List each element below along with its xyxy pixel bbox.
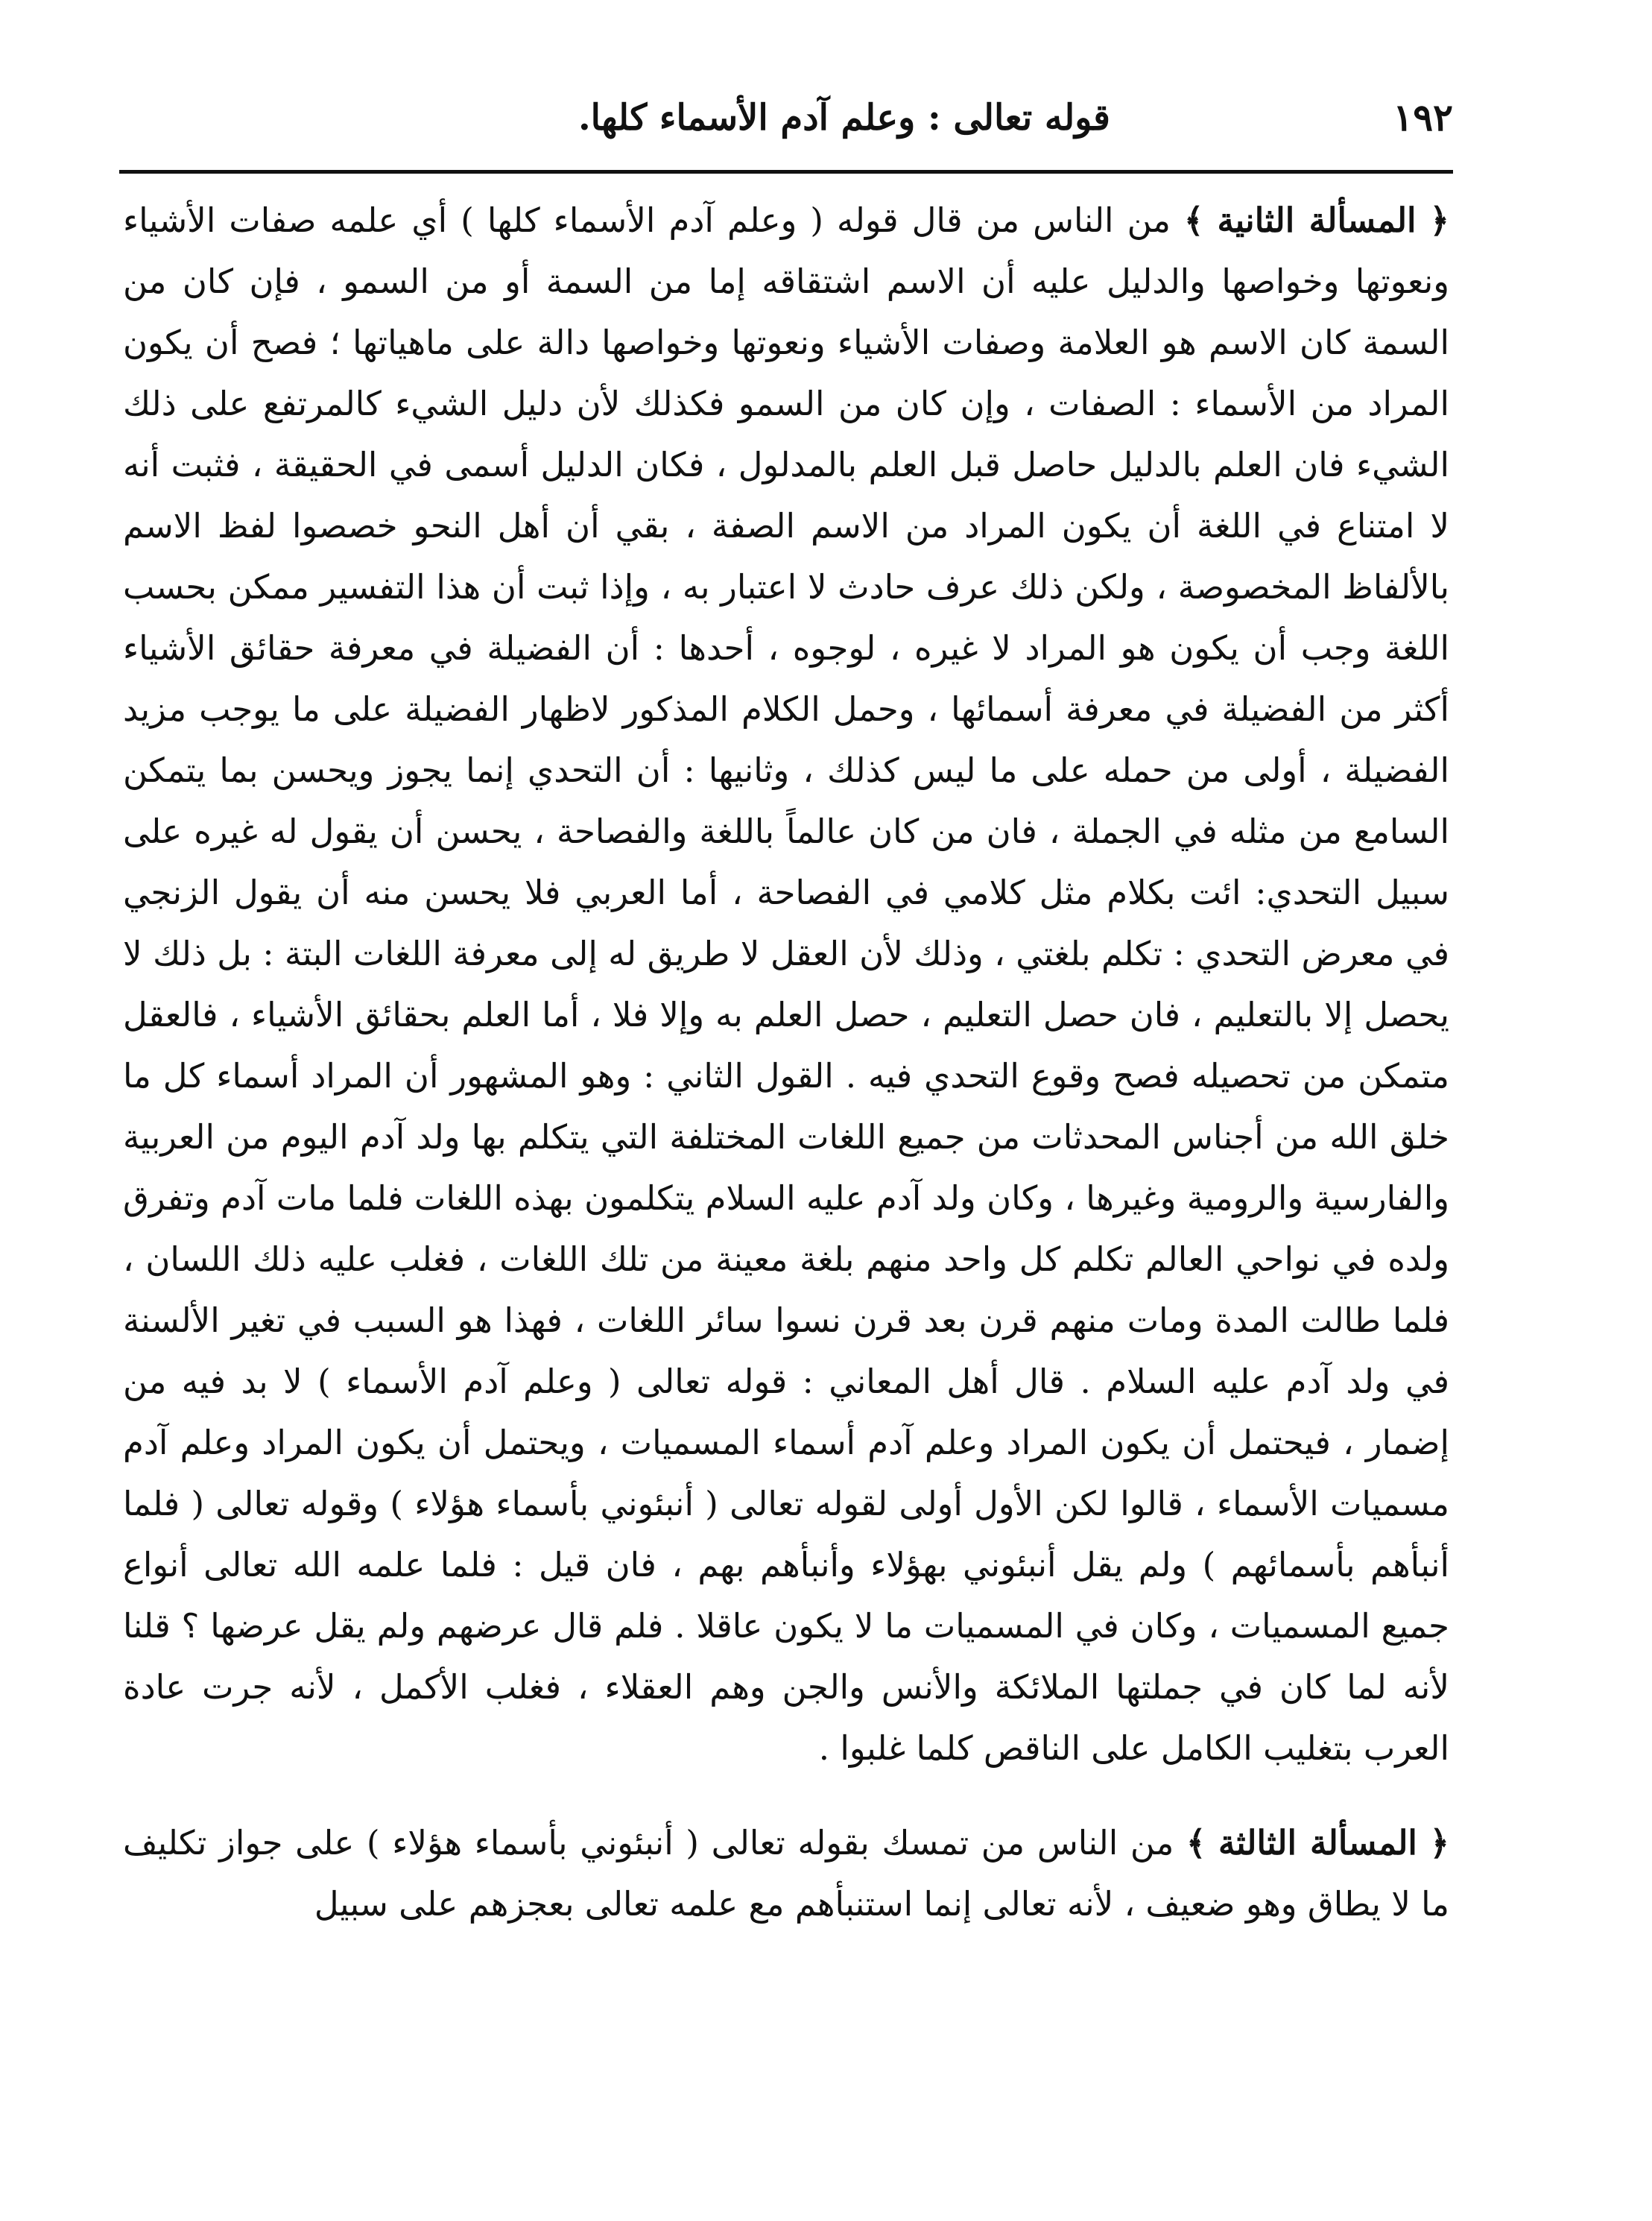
paragraph-text: من الناس من تمسك بقوله تعالى ( أنبئوني بأسماء هؤلاء ) على جواز تكليف ما لا يطاق وهو ضعيف ، لأنه تعالى إنما استنبأهم مع علمه تعالى بعجزهم على سبيل <box>123 1823 1449 1924</box>
paragraph-second-issue <box>123 190 1449 1779</box>
running-title: قوله تعالى : وعلم آدم الأسماء كلها. <box>577 97 1110 139</box>
paragraph-text: من الناس من قال قوله ( وعلم آدم الأسماء كلها ) أي علمه صفات الأشياء ونعوتها وخواصها والدليل عليه أن الاسم اشتقاقه إما من السمة أو من السمو ، فإن كان من السمة كان الاسم هو العلامة وصفات الأشياء ونعوتها وخواصها دالة على ماهياتها ؛ فصح أن يكون المراد من الأسماء : الصفات ، وإن كان من السمو فكذلك لأن دليل الشيء كالمرتفع على ذلك الشيء فان العلم بالدليل حاصل قبل العلم بالمدلول ، فكان الدليل أسمى في الحقيقة ، فثبت أنه لا امتناع في اللغة أن يكون المراد من الاسم الصفة ، بقي أن أهل النحو خصصوا لفظ الاسم بالألفاظ المخصوصة ، ولكن ذلك عرف حادث لا اعتبار به ، وإذا ثبت أن هذا التفسير ممكن بحسب اللغة وجب أن يكون هو المراد لا غيره ، لوجوه ، أحدها : أن الفضيلة في معرفة حقائق الأشياء أكثر من الفضيلة في معرفة أسمائها ، وحمل الكلام المذكور لاظهار الفضيلة على ما يوجب مزيد الفضيلة ، أولى من حمله على ما ليس كذلك ، وثانيها : أن التحدي إنما يجوز ويحسن بما يتمكن السامع من مثله في الجملة ، فان من كان عالماً باللغة والفصاحة ، يحسن أن يقول له غيره على سبيل التحدي: ائت بكلام مثل كلامي في الفصاحة ، أما العربي فلا يحسن منه أن يقول الزنجي في معرض التحدي : تكلم بلغتي ، وذلك لأن العقل لا طريق له إلى معرفة اللغات البتة : بل ذلك لا يحصل إلا بالتعليم ، فان حصل التعليم ، حصل العلم به وإلا فلا ، أما العلم بحقائق الأشياء ، فالعقل متمكن من تحصيله فصح وقوع التحدي فيه . القول الثاني : وهو المشهور أن المراد أسماء كل ما خلق الله من أجناس المحدثات من جميع اللغات المختلفة التي يتكلم بها ولد آدم اليوم من العربية والفارسية والرومية وغيرها ، وكان ولد آدم عليه السلام يتكلمون بهذه اللغات فلما مات آدم وتفرق ولده في نواحي العالم تكلم كل واحد منهم بلغة معينة من تلك اللغات ، فغلب عليه ذلك اللسان ، فلما طالت المدة ومات منهم قرن بعد قرن نسوا سائر اللغات ، فهذا هو السبب في تغير الألسنة في ولد آدم عليه السلام . قال أهل المعاني : قوله تعالى ( وعلم آدم الأسماء ) لا بد فيه من إضمار ، فيحتمل أن يكون المراد وعلم آدم أسماء المسميات ، ويحتمل أن يكون المراد وعلم آدم مسميات الأسماء ، قالوا لكن الأول أولى لقوله تعالى ( أنبئوني بأسماء هؤلاء ) وقوله تعالى ( فلما أنبأهم بأسمائهم ) ولم يقل أنبئوني بهؤلاء وأنبأهم بهم ، فان قيل : فلما علمه الله تعالى أنواع جميع المسميات ، وكان في المسميات ما لا يكون عاقلا . فلم قال عرضهم ولم يقل عرضها ؟ قلنا لأنه لما كان في جملتها الملائكة والأنس والجن وهم العقلاء ، فغلب الأكمل ، لأنه جرت عادة العرب بتغليب الكامل على الناقص كلما غلبوا . <box>123 200 1449 1768</box>
ornate-bracket-open: ﴿ <box>1429 200 1449 240</box>
page-number: ١٩٢ <box>1393 95 1453 139</box>
page-header <box>119 88 1453 148</box>
header-rule <box>119 170 1453 174</box>
ornate-bracket-open: ﴿ <box>1429 1823 1449 1863</box>
body-text <box>123 190 1449 1935</box>
section-heading: المسألة الثانية <box>1217 200 1417 240</box>
paragraph-third-issue <box>123 1813 1449 1935</box>
ornate-bracket-close: ﴾ <box>1184 200 1204 240</box>
ornate-bracket-close: ﴾ <box>1186 1823 1206 1863</box>
section-heading: المسألة الثالثة <box>1218 1823 1417 1863</box>
